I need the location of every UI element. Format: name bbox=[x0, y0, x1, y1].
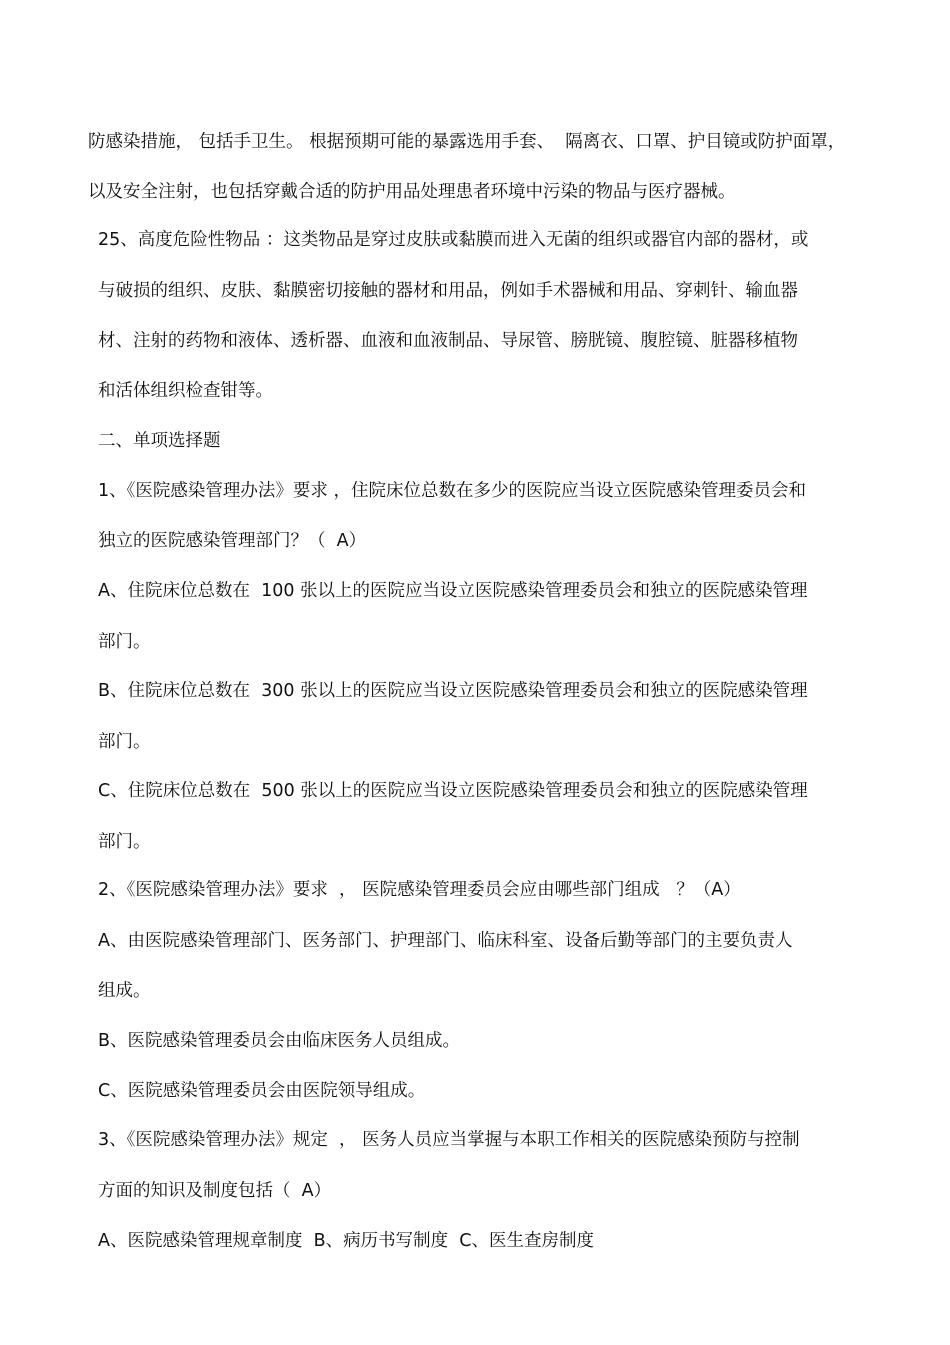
question-1-option-a-cont: 部门。 bbox=[98, 632, 151, 652]
question-2-option-a-cont: 组成。 bbox=[98, 981, 151, 1001]
question-1-option-b: B、住院床位总数在 300 张以上的医院应当设立医院感染管理委员会和独立的医院感染管理 bbox=[98, 681, 808, 701]
question-1-option-b-cont: 部门。 bbox=[98, 732, 151, 752]
question-2-option-c: C、医院感染管理委员会由医院领导组成。 bbox=[98, 1081, 426, 1101]
question-1-option-a: A、住院床位总数在 100 张以上的医院应当设立医院感染管理委员会和独立的医院感染管理 bbox=[98, 581, 808, 601]
question-2: 2、《医院感染管理办法》要求 ， 医院感染管理委员会应由哪些部门组成 ？（A） bbox=[98, 880, 741, 900]
question-1-line-2: 独立的医院感染管理部门？（ A） bbox=[98, 531, 367, 551]
section-heading: 二、单项选择题 bbox=[98, 431, 221, 451]
question-2-option-a: A、由医院感染管理部门、医务部门、护理部门、临床科室、设备后勤等部门的主要负责人 bbox=[98, 931, 793, 951]
definition-25-line-3: 材、注射的药物和液体、透析器、血液和血液制品、导尿管、膀胱镜、腹腔镜、脏器移植物 bbox=[98, 331, 798, 351]
question-2-option-b: B、医院感染管理委员会由临床医务人员组成。 bbox=[98, 1031, 461, 1051]
question-3-options: A、医院感染管理规章制度 B、病历书写制度 C、医生查房制度 bbox=[98, 1231, 594, 1251]
question-3-line-2: 方面的知识及制度包括（ A） bbox=[98, 1181, 332, 1201]
definition-25-line-1: 25、高度危险性物品 ：这类物品是穿过皮肤或黏膜而进入无菌的组织或器官内部的器材，或 bbox=[98, 230, 809, 250]
question-1-option-c: C、住院床位总数在 500 张以上的医院应当设立医院感染管理委员会和独立的医院感染管理 bbox=[98, 781, 808, 801]
definition-25-line-4: 和活体组织检查钳等。 bbox=[98, 381, 273, 401]
question-1-line-1: 1、《医院感染管理办法》要求 ，住院床位总数在多少的医院应当设立医院感染管理委员会和 bbox=[98, 481, 806, 501]
definition-25-line-2: 与破损的组织、皮肤、黏膜密切接触的器材和用品，例如手术器械和用品、穿刺针、输血器 bbox=[98, 281, 798, 301]
text-line-1: 防感染措施， 包括手卫生。 根据预期可能的暴露选用手套、 隔离衣、口罩、护目镜或防护面罩， bbox=[88, 132, 846, 152]
question-1-option-c-cont: 部门。 bbox=[98, 832, 151, 852]
question-3-line-1: 3、《医院感染管理办法》规定 ， 医务人员应当掌握与本职工作相关的医院感染预防与控制 bbox=[98, 1130, 800, 1150]
text-line-2: 以及安全注射，也包括穿戴合适的防护用品处理患者环境中污染的物品与医疗器械。 bbox=[88, 182, 736, 202]
